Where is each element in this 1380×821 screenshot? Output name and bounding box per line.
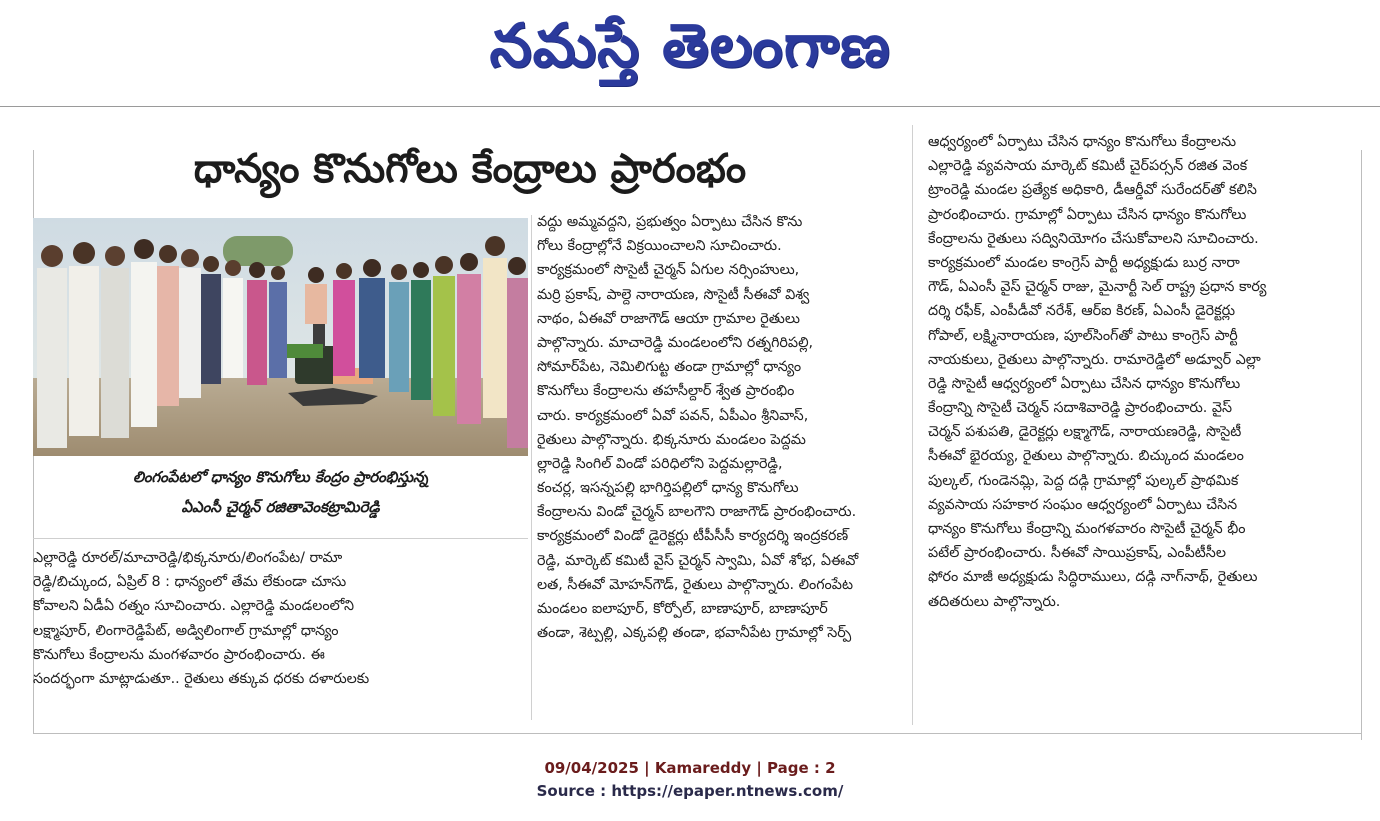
caption-divider [33,538,528,539]
article-text-line: ఎల్లారెడ్డి రూరల్/మాచారెడ్డి/భిక్కనూరు/లింగంపేట/ రామా [33,550,343,566]
column-divider [912,125,913,725]
article-text-line: కోవాలని ఏడీఏ రత్నం సూచించారు. ఎల్లారెడ్డి మండలంలోని [33,598,354,615]
article-text-line: కార్యక్రమంలో విండో డైరెక్టర్లు టీపీసీసీ కార్యదర్శి ఇంద్రకరణ్ [537,528,849,545]
article-text-line: లక్ష్మాపూర్, లింగారెడ్డిపేట్, అడ్విలింగాల్ గ్రామాల్లో ధాన్యం [33,622,339,639]
photo-caption-line-2: ఏఎంసీ చైర్మన్ రజితావెంకట్రామిరెడ్డి [181,498,380,516]
article-text-line: గోలు కేంద్రాల్లోనే విక్రయించాలని సూచించారు. [537,238,782,255]
article-text-line: ధాన్యం కొనుగోలు కేంద్రాన్ని మంగళవారం సొసైటీ చైర్మన్ భీం [928,521,1246,537]
article-text-line: తండా, శెట్పల్లి, ఎక్కపల్లి తండా, భవానీపేట గ్రామాల్లో సెర్ప్ [537,625,852,642]
article-text-line: ట్రాంరెడ్డి మండల ప్రత్యేక అధికారి, డీఆర్డీవో సురేందర్‌తో కలిసి [928,182,1257,199]
article-text-line: చెర్మన్ పశుపతి, డైరెక్టర్లు లక్ష్మాగౌడ్, నారాయణరెడ్డి, సొసైటీ [928,424,1242,441]
article-text-line: కేంద్రాన్ని సొసైటీ చెర్మన్ సదాశివారెడ్డి ప్రారంభించారు. వైస్ [928,400,1233,417]
article-text-line: రెడ్డి, మార్కెట్ కమిటీ వైస్ చైర్మన్ స్వామి, ఏవో శోభ, ఏఈవో [537,552,859,569]
article-text-line: సందర్భంగా మాట్లాడుతూ.. రైతులు తక్కువ ధరకు దళారులకు [33,670,370,687]
page-frame-right [1361,150,1362,740]
article-text-line: కేంద్రాలను విండో చైర్మన్ బాలగౌని రాజాగౌడ్ ప్రారంభించారు. [537,504,857,521]
article-text-line: పుల్కల్, గుండెనమ్లి, పెద్ద దడ్గి గ్రామాల్లో పుల్కల్ ప్రాథమిక [928,472,1239,489]
edition-info: 09/04/2025 | Kamareddy | Page : 2 [544,759,836,777]
article-text-line: నాథం, ఏఈవో రాజాగౌడ్ ఆయా గ్రామాల రైతులు [537,310,800,327]
article-text-line: ఆధ్వర్యంలో ఏర్పాటు చేసిన ధాన్యం కొనుగోలు కేంద్రాలను [928,134,1237,150]
photo-caption [33,462,528,532]
article-text-line: పాల్గొన్నారు. మాచారెడ్డి మండలంలోని రత్నగిరిపల్లి, [537,334,814,351]
article-text-line: గోపాల్, లక్ష్మినారాయణ, పూల్‌సింగ్‌తో పాటు కాంగ్రెస్ పార్టీ [928,327,1238,344]
article-headline: ధాన్యం కొనుగోలు కేంద్రాలు ప్రారంభం [193,146,747,192]
article-text-line: ప్రారంభించారు. గ్రామాల్లో ఏర్పాటు చేసిన ధాన్యం కొనుగోలు [928,206,1247,223]
article-text-line: మర్రి ప్రకాష్, పాల్దె నారాయణ, సొసైటీ సీఈవో విశ్వ [537,286,810,303]
newspaper-logo-title: నమస్తే తెలంగాణ [489,11,891,81]
article-text-line: కొనుగోలు కేంద్రాలను తహసీల్దార్ శ్వేత ప్రారంభిం [537,383,795,400]
article-text-line: చారు. కార్యక్రమంలో ఏవో పవన్, ఏపీఎం శ్రీనివాస్, [537,407,809,424]
article-column-3 [928,130,1353,690]
article-text-line: మండలం ఐలాపూర్, కోర్పోల్, బాణాపూర్, బాణాపూర్ [537,601,828,617]
page-frame-bottom [33,733,1361,734]
article-text-line: సోమార్‌పేట, నెమిలిగుట్ట తండా గ్రామాల్లో ధాన్యం [537,359,802,376]
masthead-divider [0,106,1380,107]
article-text-line: వ్యవసాయ సహకార సంఘం ఆధ్వర్యంలో ఏర్పాటు చేసిన [928,496,1238,513]
article-text-line: ల్లారెడ్డి సింగిల్ విండో పరిధిలోని పెద్దమల్లారెడ్డి, [537,455,783,472]
article-text-line: కార్యక్రమంలో సొసైటీ చైర్మన్ ఏగుల నర్సింహులు, [537,262,800,279]
source-url: Source : https://epaper.ntnews.com/ [536,782,844,800]
column-divider [531,215,532,720]
photo-caption-line-1: లింగంపేటలో ధాన్యం కొనుగోలు కేంద్రం ప్రారంభిస్తున్న [132,468,429,486]
article-text-line: వద్దు అమ్మవద్దని, ప్రభుత్వం ఏర్పాటు చేసిన కొను [537,214,803,230]
article-text-line: రైతులు పాల్గొన్నారు. భిక్కనూరు మండలం పెద్దమ [537,431,806,448]
article-text-line: ఫోరం మాజీ అధ్యక్షుడు సిద్ధిరాములు, దడ్గి నాగ్‌నాథ్, రైతులు [928,569,1258,586]
article-column-2 [537,210,902,718]
article-text-line: లత, సీఈవో మోహన్‌గౌడ్, రైతులు పాల్గొన్నారు. లింగంపేట [537,576,854,593]
article-text-line: కొనుగోలు కేంద్రాలను మంగళవారం ప్రారంభించారు. ఈ [33,646,325,663]
article-text-line: కేంద్రాలను రైతులు సద్వినియోగం చేసుకోవాలని సూచించారు. [928,230,1259,247]
page-footer [0,757,1380,803]
article-photo [33,218,528,456]
article-text-line: రెడ్డి సొసైటీ ఆధ్వర్యంలో ఏర్పాటు చేసిన ధాన్యం కొనుగోలు [928,375,1241,392]
article-text-line: దర్శి రఫీక్, ఎంపీడీవో నరేశ్, ఆర్ఐ కిరణ్, ఏఎంసీ డైరెక్టర్లు [928,303,1236,320]
article-text-line: నాయకులు, రైతులు పాల్గొన్నారు. రామారెడ్డిలో అడ్వూర్ ఎల్లా [928,351,1261,368]
article-text-line: గౌడ్, ఏఎంసీ వైస్ చైర్మన్ రాజు, మైనార్టీ సెల్ రాష్ట్ర ప్రధాన కార్య [928,279,1267,296]
article-text-line: తదితరులు పాల్గొన్నారు. [928,593,1061,610]
article-text-line: పటేల్ ప్రారంభించారు. సీఈవో సాయిప్రకాష్, ఎంపీటీసీల [928,545,1226,562]
article-column-1 [33,546,458,716]
masthead [0,0,1380,106]
article-text-line: కంచర్ల, ఇసన్నపల్లి భాగిర్తిపల్లిలో ధాన్య కొనుగోలు [537,480,799,497]
article-text-line: రెడ్డి/బిచ్కుంద, ఏప్రిల్ 8 : ధాన్యంలో తేమ లేకుండా చూసు [33,574,347,591]
article-text-line: కార్యక్రమంలో మండల కాంగ్రెస్ పార్టీ అధ్యక్షుడు బుర్ర నారా [928,254,1240,271]
article-text-line: ఎల్లారెడ్డి వ్యవసాయ మార్కెట్ కమిటీ చైర్‌పర్సన్ రజిత వెంక [928,158,1248,175]
article-text-line: సీఈవో భైరయ్య, రైతులు పాల్గొన్నారు. బిచ్కుంద మండలం [928,448,1244,465]
